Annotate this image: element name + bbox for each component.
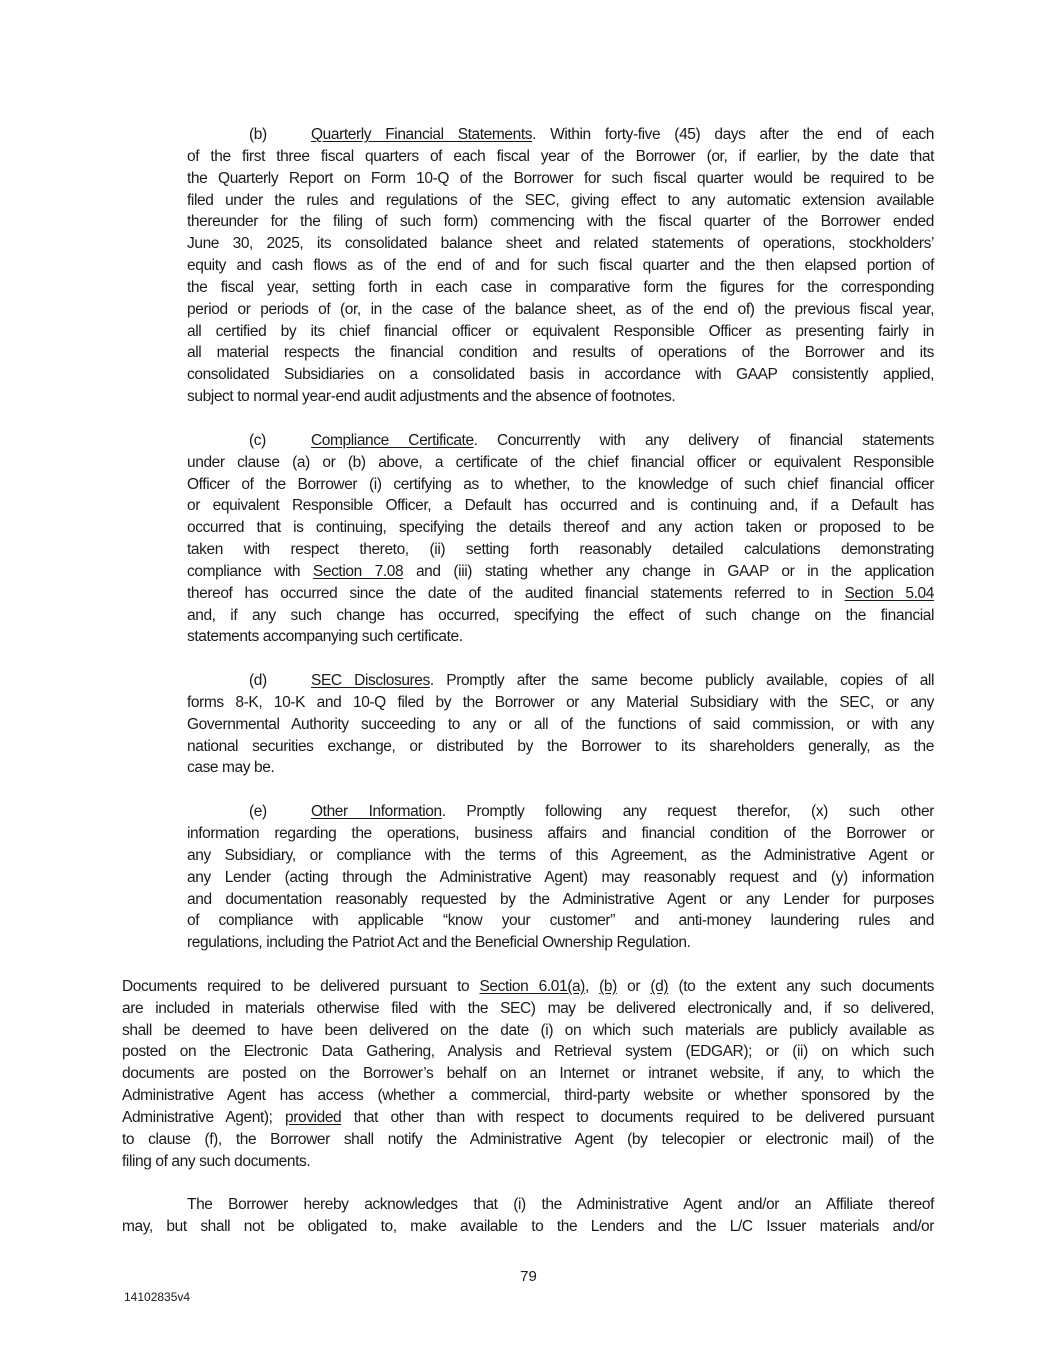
text-segment: Administrative Agent has access (whether a commercial, third-party website or whether sponsored by the [122, 1087, 934, 1105]
text-segment: national securities exchange, or distributed by the Borrower to its shareholders generally, as the [187, 737, 934, 755]
text-segment: June 30, 2025, its consolidated balance sheet and related statements of operations, stockholders’ [187, 235, 934, 253]
section-e [187, 801, 934, 954]
text-segment: , [584, 977, 600, 995]
text-line [187, 146, 934, 168]
text-line [122, 1063, 934, 1085]
underlined-reference: (d) [650, 977, 669, 995]
text-line [187, 124, 934, 146]
text-line [187, 692, 934, 714]
text-segment: under clause (a) or (b) above, a certificate of the chief financial officer or equivalent Responsible [187, 453, 934, 471]
text-line [187, 495, 934, 517]
text-segment: regulations, including the Patriot Act and the Beneficial Ownership Regulation. [187, 934, 691, 952]
text-segment: any Lender (acting through the Administrative Agent) may reasonably request and (y) information [187, 868, 934, 886]
text-line [187, 823, 934, 845]
paragraph [122, 976, 934, 1173]
text-segment: filed under the rules and regulations of the SEC, giving effect to any automatic extension available [187, 191, 934, 209]
underlined-reference: Other Information [311, 803, 442, 821]
text-segment: statements accompanying such certificate. [187, 628, 463, 646]
text-segment: case may be. [187, 759, 275, 777]
document-id: 14102835v4 [124, 1290, 191, 1304]
text-segment: The Borrower hereby acknowledges that (i) the Administrative Agent and/or an Affiliate thereof [187, 1196, 934, 1214]
text-segment: of compliance with applicable “know your customer” and anti-money laundering rules and [187, 912, 934, 930]
text-line [187, 452, 934, 474]
text-line [187, 430, 934, 452]
text-segment: . Promptly after the same become publicly available, copies of all [429, 672, 935, 690]
text-line [187, 605, 934, 627]
underlined-reference: Section 6.01(a) [479, 977, 585, 995]
paragraph [122, 1194, 934, 1238]
text-segment: forms 8-K, 10-K and 10-Q filed by the Borrower or any Material Subsidiary with the SEC, or any [187, 693, 934, 711]
text-segment: or equivalent Responsible Officer, a Default has occurred and is continuing and, if a Default has [187, 497, 934, 515]
clause-label: (d) [249, 672, 267, 690]
text-segment: all certified by its chief financial officer or equivalent Responsible Officer as presenting fairly in [187, 322, 934, 340]
text-line [187, 714, 934, 736]
text-segment: may, but shall not be obligated to, make available to the Lenders and the L/C Issuer materials and/or [122, 1218, 934, 1236]
text-line [187, 561, 934, 583]
section-d [187, 670, 934, 779]
text-segment: and, if any such change has occurred, specifying the effect of such change on the financial [187, 606, 934, 624]
text-segment: period or periods of (or, in the case of the balance sheet, as of the end of) the previous fiscal year, [187, 300, 934, 318]
clause-label: (b) [249, 126, 267, 143]
text-line [187, 801, 934, 823]
text-line [122, 1129, 934, 1151]
text-line [187, 168, 934, 190]
text-line [187, 277, 934, 299]
underlined-reference: SEC Disclosures [311, 672, 430, 690]
text-line [122, 1107, 934, 1129]
text-line [187, 190, 934, 212]
text-segment: that other than with respect to documents required to be delivered pursuant [341, 1108, 934, 1126]
text-line [187, 539, 934, 561]
text-line [187, 867, 934, 889]
text-segment: Administrative Agent); [122, 1108, 285, 1126]
text-segment: thereof has occurred since the date of the audited financial statements referred to in [187, 584, 845, 602]
text-segment: consolidated Subsidiaries on a consolidated basis in accordance with GAAP consistently applied, [187, 366, 934, 384]
text-segment: shall be deemed to have been delivered on the date (i) on which such materials are publicly available as [122, 1021, 934, 1039]
text-line [187, 364, 934, 386]
clause-label: (e) [249, 803, 267, 821]
text-segment: and documentation reasonably requested by the Administrative Agent or any Lender for purposes [187, 890, 934, 908]
underlined-reference: Section 7.08 [312, 562, 404, 580]
text-segment: compliance with [187, 562, 313, 580]
text-segment: . Promptly following any request therefor, (x) such other [441, 803, 935, 821]
text-segment: are included in materials otherwise filed with the SEC) may be delivered electronically and, if so delivered, [122, 999, 934, 1017]
text-line [122, 1151, 934, 1173]
text-line [187, 474, 934, 496]
text-segment: thereunder for the filing of such form) commencing with the fiscal quarter of the Borrower ended [187, 213, 934, 231]
text-segment: Governmental Authority succeeding to any or all of the functions of said commission, or with any [187, 715, 934, 733]
text-segment: the Quarterly Report on Form 10-Q of the Borrower for such fiscal quarter would be required to be [187, 169, 934, 187]
text-line [122, 1085, 934, 1107]
text-line [122, 1020, 934, 1042]
section-b [187, 124, 934, 408]
text-segment: subject to normal year-end audit adjustments and the absence of footnotes. [187, 388, 676, 406]
text-segment: equity and cash flows as of the end of and for such fiscal quarter and the then elapsed portion of [187, 257, 934, 275]
text-line [187, 386, 934, 408]
text-segment: the fiscal year, setting forth in each case in comparative form the figures for the corresponding [187, 278, 934, 296]
text-line [187, 583, 934, 605]
text-line [187, 757, 934, 779]
text-line [187, 233, 934, 255]
text-line [187, 845, 934, 867]
text-line [187, 736, 934, 758]
text-segment: Officer of the Borrower (i) certifying as to whether, to the knowledge of such chief financial officer [187, 475, 934, 493]
text-line [122, 998, 934, 1020]
text-line [187, 342, 934, 364]
underlined-reference: Quarterly Financial Statements [311, 126, 533, 143]
document-body [122, 124, 934, 1260]
text-line [122, 1041, 934, 1063]
text-segment: or [616, 977, 651, 995]
text-line [122, 1194, 934, 1216]
text-line [187, 299, 934, 321]
text-segment: all material respects the financial condition and results of operations of the Borrower and its [187, 344, 934, 362]
text-line [122, 976, 934, 998]
text-line [187, 255, 934, 277]
text-segment: and (iii) stating whether any change in GAAP or in the application [403, 562, 935, 580]
underlined-reference: Section 5.04 [844, 584, 934, 602]
text-segment: information regarding the operations, business affairs and financial condition of the Borrower or [187, 825, 934, 842]
text-segment: . Concurrently with any delivery of financial statements [473, 431, 934, 449]
text-segment: any Subsidiary, or compliance with the terms of this Agreement, as the Administrative Agent or [187, 846, 934, 864]
text-line [187, 517, 934, 539]
clause-label: (c) [249, 431, 266, 449]
text-line [187, 626, 934, 648]
text-line [187, 321, 934, 343]
section-c [187, 430, 934, 648]
text-segment: filing of any such documents. [122, 1152, 311, 1170]
underlined-reference: provided [285, 1108, 342, 1126]
text-segment: posted on the Electronic Data Gathering, Analysis and Retrieval system (EDGAR); or (ii) on which such [122, 1043, 934, 1061]
text-segment: (to the extent any such documents [668, 977, 934, 995]
text-segment: to clause (f), the Borrower shall notify the Administrative Agent (by telecopier or electronic mail) of the [122, 1130, 934, 1148]
text-segment: occurred that is continuing, specifying the details thereof and any action taken or proposed to be [187, 519, 934, 537]
text-line [187, 910, 934, 932]
text-line [122, 1216, 934, 1238]
text-line [187, 670, 934, 692]
underlined-reference: Compliance Certificate [311, 431, 474, 449]
underlined-reference: (b) [599, 977, 617, 995]
text-line [187, 211, 934, 233]
text-segment: Documents required to be delivered pursuant to [122, 977, 480, 995]
text-segment: of the first three fiscal quarters of each fiscal year of the Borrower (or, if earlier, by the date that [187, 147, 934, 165]
text-line [187, 889, 934, 911]
text-line [187, 932, 934, 954]
page-number: 79 [520, 1268, 537, 1285]
text-segment: taken with respect thereto, (ii) setting forth reasonably detailed calculations demonstrating [187, 541, 934, 559]
text-segment: documents are posted on the Borrower’s behalf on an Internet or intranet website, if any, to which the [122, 1065, 934, 1083]
text-segment: . Within forty-five (45) days after the end of each [532, 126, 934, 143]
